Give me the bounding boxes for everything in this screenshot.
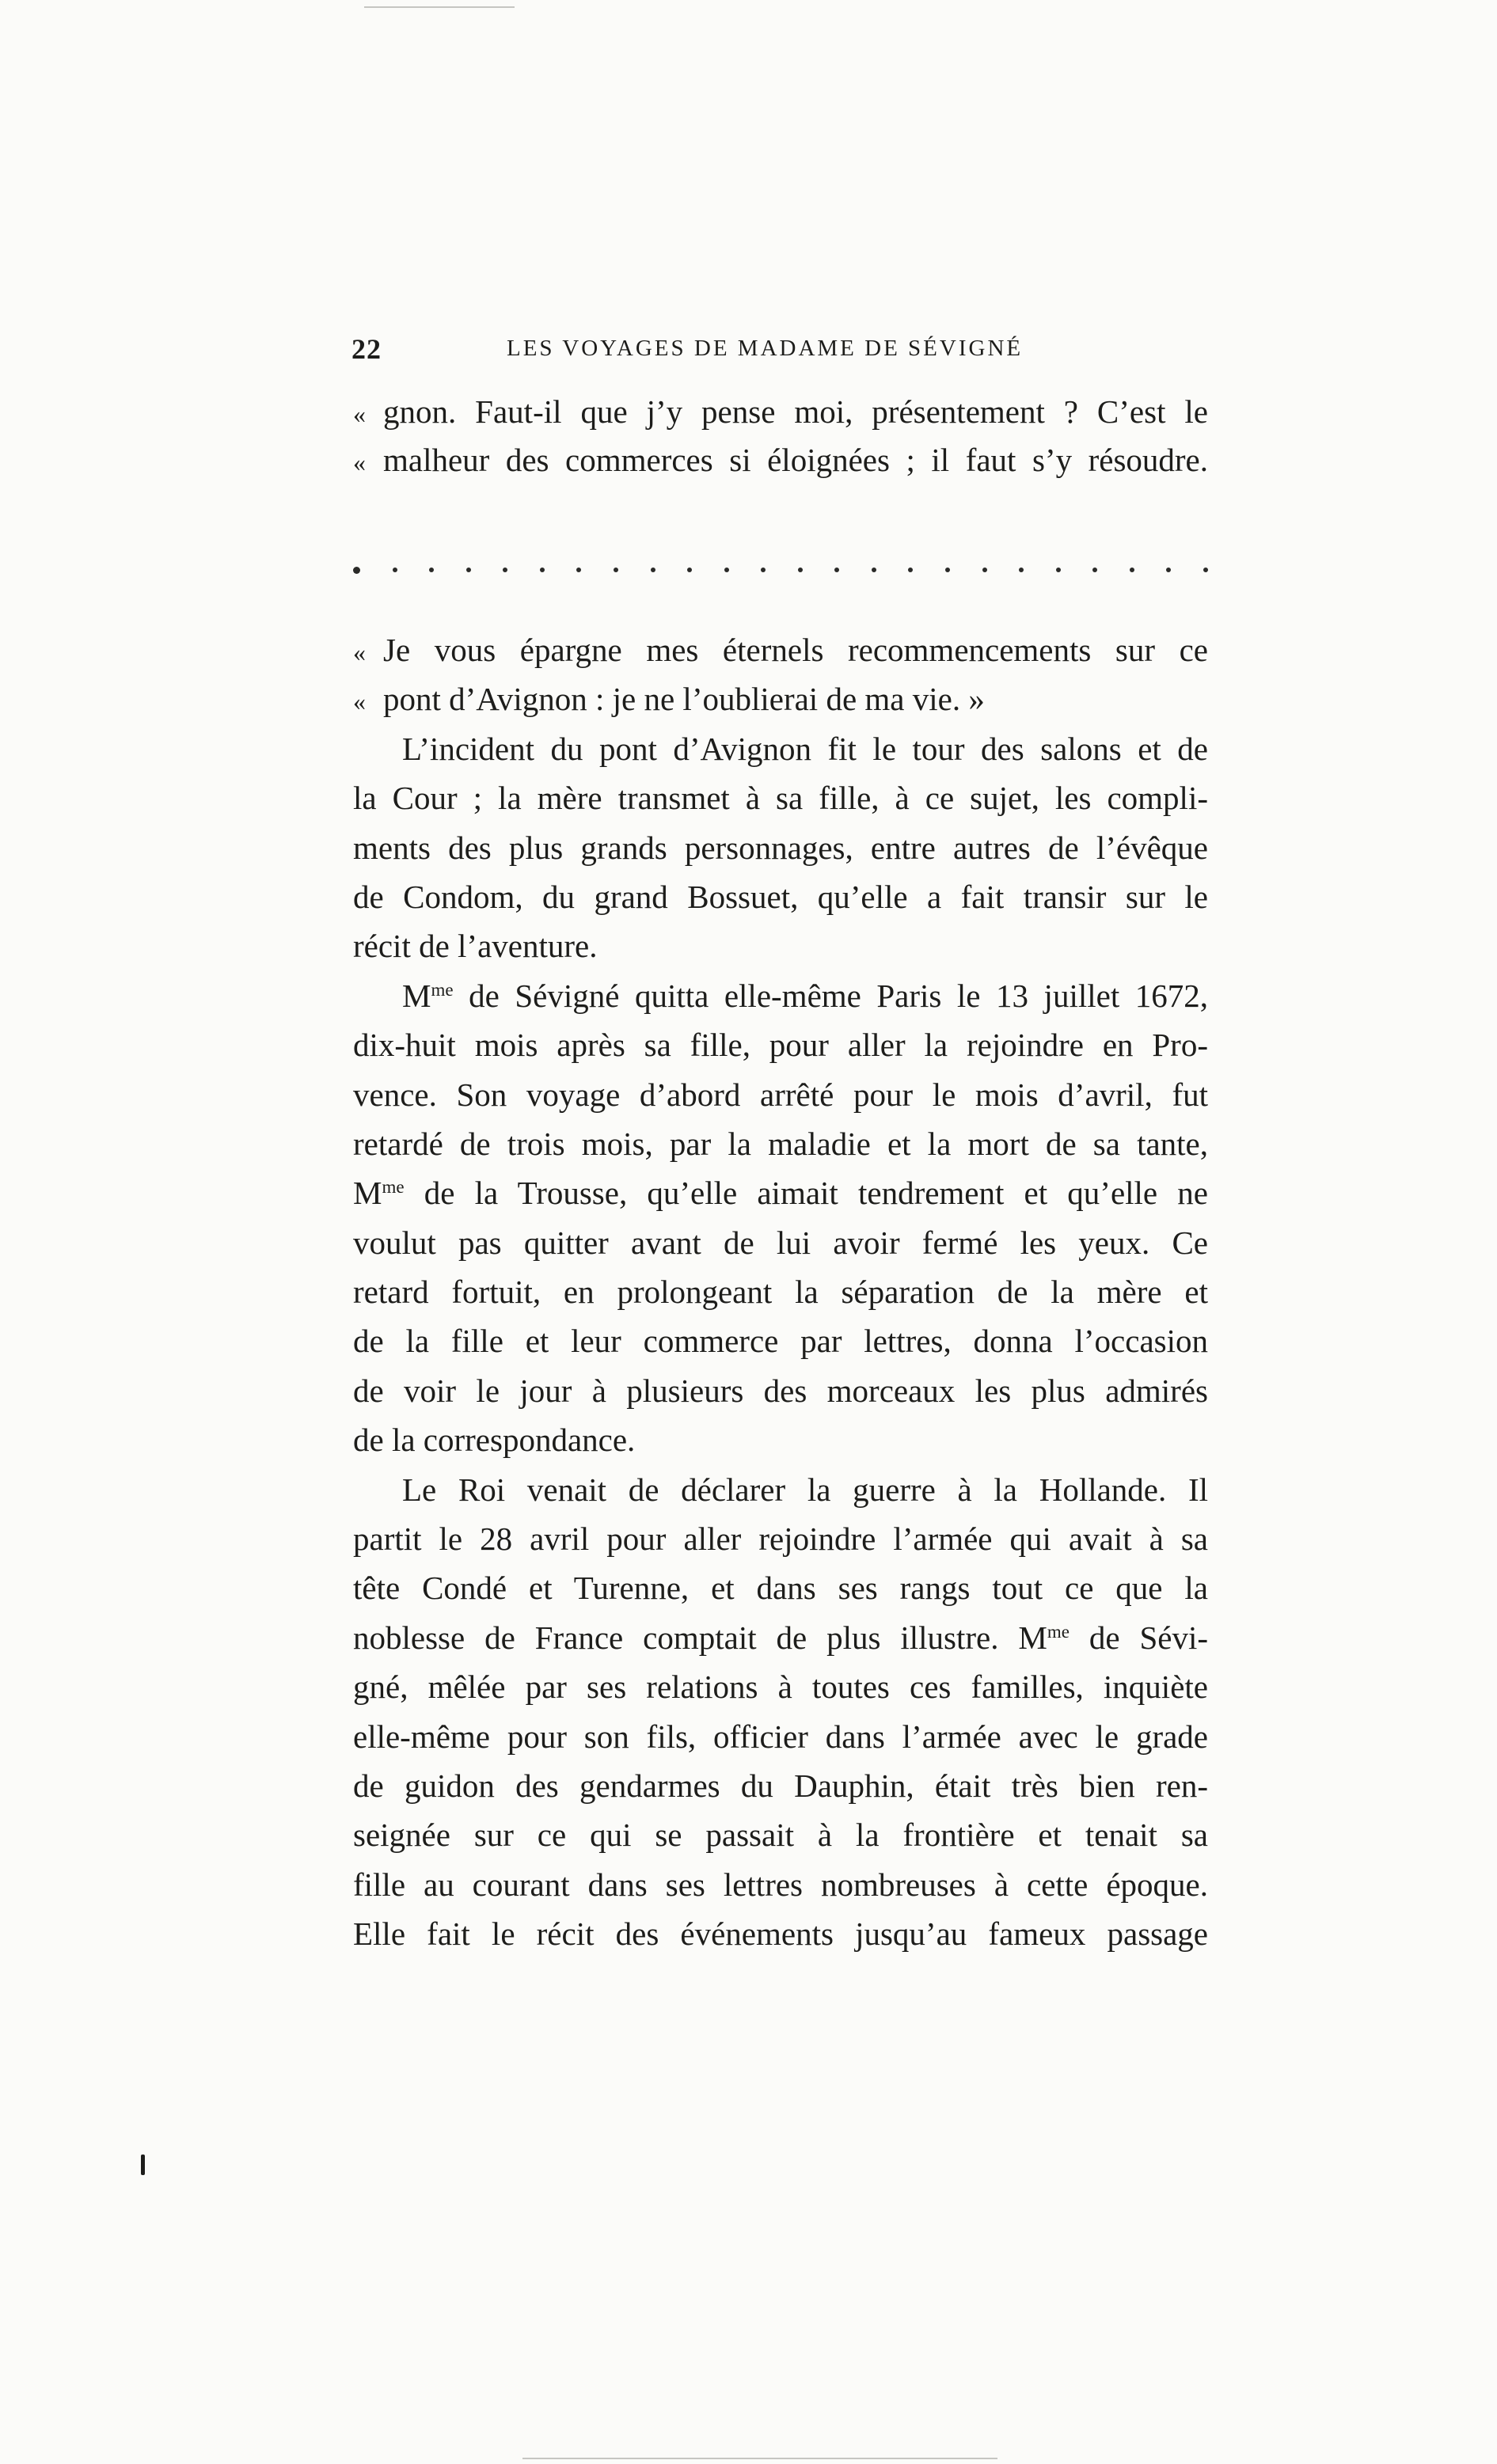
- line-text: de Sévi-: [1069, 1619, 1208, 1656]
- ellipsis-dot: [687, 568, 692, 572]
- line-text: ments des plus grands personnages, entre autres de l’évêque: [353, 829, 1208, 866]
- text-line: [353, 1860, 1208, 1909]
- ellipsis-dot: [614, 568, 618, 572]
- line-text: de la fille et leur commerce par lettres, donna l’occasion: [353, 1323, 1208, 1360]
- ellipsis-dot: [798, 568, 803, 572]
- text-line: [353, 872, 1208, 921]
- text-line: [353, 724, 1208, 773]
- ellipsis-dot: [1203, 568, 1208, 572]
- ellipsis-dot: [761, 568, 766, 572]
- ellipsis-dot: [1130, 568, 1134, 572]
- ellipsis-dot: [429, 568, 434, 572]
- text-line: [353, 1810, 1208, 1859]
- ellipsis-dot: [724, 568, 729, 572]
- ellipsis-dot: [834, 568, 839, 572]
- text-line: [353, 1662, 1208, 1711]
- text-line: [353, 921, 1208, 970]
- text-line: [353, 436, 1208, 484]
- line-text: dix-huit mois après sa fille, pour aller la rejoindre en Pro-: [353, 1027, 1208, 1064]
- quote-mark: «: [353, 448, 366, 476]
- line-text: partit le 28 avril pour aller rejoindre l’armée qui avait à sa: [353, 1521, 1208, 1558]
- ellipsis-dot: [1056, 568, 1061, 572]
- superscript: me: [382, 1177, 405, 1198]
- scan-mark-top: [364, 6, 515, 8]
- text-line: [353, 1020, 1208, 1069]
- text-line: [353, 1218, 1208, 1267]
- line-text: de Sévigné quitta elle-même Paris le 13 juillet 1672,: [453, 977, 1208, 1014]
- scan-mark-bottom: [522, 2458, 997, 2459]
- ellipsis-dot: [1166, 568, 1171, 572]
- ellipsis-dot: [945, 568, 950, 572]
- text-line: [353, 773, 1208, 822]
- ellipsis-dot: [908, 568, 913, 572]
- text-line: [353, 625, 1208, 674]
- line-text: voulut pas quitter avant de lui avoir fermé les yeux. Ce: [353, 1224, 1208, 1261]
- line-text: M: [353, 1175, 382, 1212]
- line-text: la Cour ; la mère transmet à sa fille, à ce sujet, les compli-: [353, 780, 1208, 817]
- text-line: [353, 1909, 1208, 1958]
- text-line: [353, 1712, 1208, 1761]
- line-text: gnon. Faut-il que j’y pense moi, présentement ? C’est le: [383, 393, 1208, 430]
- text-line: [353, 674, 1208, 723]
- line-text: elle-même pour son fils, officier dans l’armée avec le grade: [353, 1718, 1208, 1755]
- line-text: de la Trousse, qu’elle aimait tendrement et qu’elle ne: [404, 1175, 1208, 1212]
- ellipsis-dot: [1092, 568, 1097, 572]
- text-line: [353, 388, 1208, 436]
- ellipsis-dot: [393, 568, 397, 572]
- quote-continuation: [353, 388, 1208, 484]
- line-text: M: [402, 977, 431, 1014]
- text-line: [353, 1366, 1208, 1415]
- line-text: de Condom, du grand Bossuet, qu’elle a fait transir sur le: [353, 878, 1208, 915]
- page-number: 22: [351, 333, 382, 365]
- line-text: Je vous épargne mes éternels recommencements sur ce: [383, 632, 1208, 668]
- quote-mark: «: [353, 638, 366, 666]
- text-line: [353, 1415, 1208, 1464]
- superscript: me: [1047, 1621, 1070, 1642]
- text-line: [353, 1761, 1208, 1810]
- ellipsis-dot: [466, 568, 471, 572]
- quote-mark: «: [353, 687, 366, 716]
- ellipsis-dot: [503, 568, 507, 572]
- text-line: [353, 1563, 1208, 1612]
- line-text: malheur des commerces si éloignées ; il faut s’y résoudre.: [383, 442, 1208, 478]
- ellipsis-dot: [872, 568, 876, 572]
- ellipsis-dot: [353, 567, 360, 574]
- line-text: récit de l’aventure.: [353, 928, 598, 965]
- line-text: de voir le jour à plusieurs des morceaux les plus admirés: [353, 1372, 1208, 1409]
- line-text: retard fortuit, en prolongeant la séparation de la mère et: [353, 1274, 1208, 1311]
- quote-mark: «: [353, 400, 366, 428]
- text-line: [353, 971, 1208, 1020]
- ellipsis-dot: [576, 568, 581, 572]
- line-text: noblesse de France comptait de plus illustre. M: [353, 1619, 1047, 1656]
- ellipsis-dot: [1019, 568, 1024, 572]
- ellipsis-dot: [651, 568, 655, 572]
- text-line: [353, 1613, 1208, 1662]
- ellipsis-dot: [982, 568, 987, 572]
- superscript: me: [431, 979, 454, 1000]
- line-text: Elle fait le récit des événements jusqu’au fameux passage: [353, 1915, 1208, 1953]
- text-line: [353, 1267, 1208, 1316]
- line-text: retardé de trois mois, par la maladie et la mort de sa tante,: [353, 1125, 1208, 1162]
- text-line: [353, 1119, 1208, 1168]
- line-text: de la correspondance.: [353, 1422, 636, 1459]
- line-text: seignée sur ce qui se passait à la frontière et tenait sa: [353, 1817, 1208, 1854]
- body-text: [353, 625, 1208, 1959]
- ellipsis-row: [353, 554, 1208, 586]
- line-text: L’incident du pont d’Avignon fit le tour des salons et de: [402, 730, 1208, 767]
- text-line: [353, 1465, 1208, 1514]
- text-line: [353, 1316, 1208, 1365]
- text-line: [353, 1514, 1208, 1563]
- running-title: LES VOYAGES DE MADAME DE SÉVIGNÉ: [507, 336, 1024, 361]
- line-text: de guidon des gendarmes du Dauphin, était très bien ren-: [353, 1767, 1208, 1804]
- text-line: [353, 1168, 1208, 1217]
- running-header: [348, 332, 1203, 372]
- text-line: [353, 823, 1208, 872]
- text-line: [353, 1070, 1208, 1119]
- line-text: pont d’Avignon : je ne l’oublierai de ma vie. »: [383, 681, 985, 718]
- ellipsis-dot: [540, 568, 545, 572]
- line-text: fille au courant dans ses lettres nombreuses à cette époque.: [353, 1866, 1208, 1903]
- line-text: gné, mêlée par ses relations à toutes ces familles, inquiète: [353, 1669, 1208, 1706]
- margin-mark: [141, 2155, 145, 2175]
- line-text: tête Condé et Turenne, et dans ses rangs tout ce que la: [353, 1570, 1208, 1607]
- line-text: Le Roi venait de déclarer la guerre à la Hollande. Il: [402, 1471, 1208, 1508]
- line-text: vence. Son voyage d’abord arrêté pour le mois d’avril, fut: [353, 1076, 1208, 1113]
